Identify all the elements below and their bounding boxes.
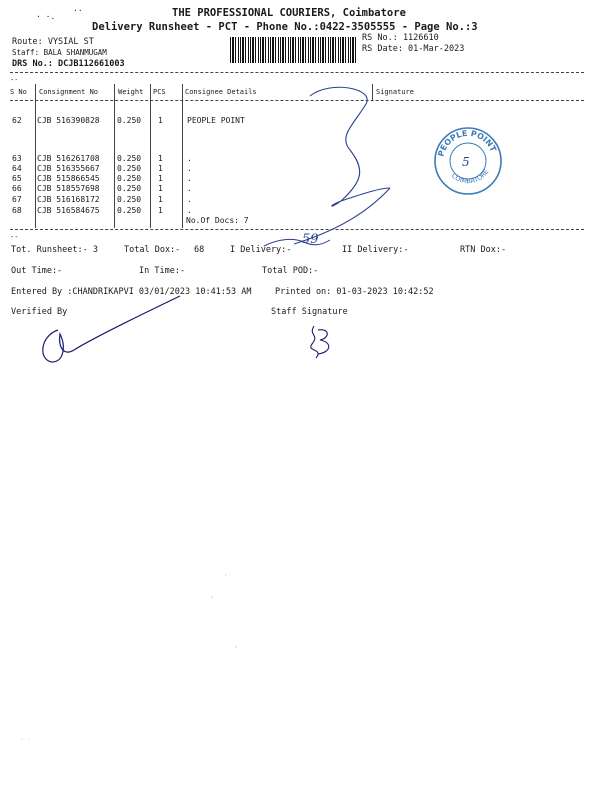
row-pcs: 1 (158, 164, 163, 173)
stray-marks: · ·. (36, 12, 56, 21)
stamp-text-top: PEOPLE POINT (436, 128, 498, 158)
total-dox-value: 68 (194, 245, 205, 255)
total-pod: Total POD:- (262, 266, 319, 276)
col-sno: S No (10, 88, 27, 96)
staff-signature-label: Staff Signature (271, 307, 348, 317)
row-pcs: 1 (158, 206, 163, 215)
row-pcs: 1 (158, 154, 163, 163)
row-pcs: 1 (158, 184, 163, 193)
col-consignment: Consignment No (39, 88, 99, 96)
stamp-text-bottom: COIMBATORE (449, 167, 491, 186)
row-weight: 0.250 (117, 116, 142, 125)
col-line (150, 84, 151, 228)
rs-number: RS No.: 1126610 (362, 33, 439, 43)
row-consignment: CJB 516168172 (37, 195, 100, 204)
out-time: Out Time:- (11, 266, 63, 276)
row-consignee: . (187, 206, 192, 215)
row-weight: 0.250 (117, 164, 142, 173)
row-consignee: PEOPLE POINT (187, 116, 245, 125)
drs-field: DRS No.: DCJB112661003 (12, 59, 125, 69)
col-pcs: PCS (153, 88, 166, 96)
signature-scribble (290, 80, 400, 250)
route-field: Route: VYSIAL ST (12, 37, 94, 47)
staff-field: Staff: BALA SHANMUGAM (12, 48, 107, 57)
row-consignee: . (187, 164, 192, 173)
row-consignment: CJB 515866545 (37, 174, 100, 183)
runsheet-subtitle: Delivery Runsheet - PCT - Phone No.:0422-3505555 - Page No.:3 (92, 21, 478, 33)
delivery-underline-scribble (260, 232, 340, 256)
row-sno: 63 (12, 154, 22, 163)
company-stamp (433, 126, 503, 196)
row-consignee: . (187, 184, 192, 193)
staff-signature (300, 322, 340, 364)
row-consignee: . (187, 195, 192, 204)
row-consignment: CJB 516390828 (37, 116, 100, 125)
row-weight: 0.250 (117, 154, 142, 163)
company-title: THE PROFESSIONAL COURIERS, Coimbatore (172, 7, 406, 19)
row-pcs: 1 (158, 174, 163, 183)
col-weight: Weight (118, 88, 144, 96)
row-sno: 62 (12, 116, 22, 125)
printed-on: Printed on: 01-03-2023 10:42:52 (275, 287, 434, 297)
row-weight: 0.250 (117, 184, 142, 193)
col-line (35, 84, 36, 228)
in-time: In Time:- (139, 266, 186, 276)
row-consignment: CJB 516261708 (37, 154, 100, 163)
ii-delivery: II Delivery:- (342, 245, 409, 255)
entered-by: Entered By :CHANDRIKAPVI 03/01/2023 10:41:53 AM (11, 287, 252, 297)
verifier-signature (30, 290, 190, 370)
row-pcs: 1 (158, 195, 163, 204)
speck: · (234, 644, 238, 651)
total-dox-label: Total Dox:- (124, 245, 181, 255)
row-weight: 0.250 (117, 206, 142, 215)
barcode (230, 37, 356, 63)
col-signature: Signature (376, 88, 414, 96)
handwritten-delivery-count: 59 (302, 232, 319, 247)
rs-date: RS Date: 01-Mar-2023 (362, 44, 465, 54)
row-sno: 68 (12, 206, 22, 215)
col-consignee: Consignee Details (185, 88, 257, 96)
row-sno: 66 (12, 184, 22, 193)
row-consignment: CJB 518557698 (37, 184, 100, 193)
row-pcs: 1 (158, 116, 163, 125)
row-consignee: . (187, 154, 192, 163)
divider (10, 72, 584, 73)
rtn-dox: RTN Dox:- (460, 245, 507, 255)
speck: · (210, 594, 214, 601)
divider-mark: -- (10, 233, 19, 241)
row-consignee: . (187, 174, 192, 183)
col-line (182, 84, 183, 228)
i-delivery: I Delivery:- (230, 245, 292, 255)
speck: · · (20, 736, 31, 743)
row-sno: 64 (12, 164, 22, 173)
divider-mark: -- (10, 76, 19, 84)
stray-marks-2: ·· (73, 6, 83, 15)
col-line (114, 84, 115, 228)
speck: · (224, 572, 228, 579)
stamp-center: 5 (462, 155, 470, 169)
row-sno: 65 (12, 174, 22, 183)
verified-by: Verified By (11, 307, 68, 317)
tot-runsheet: Tot. Runsheet:- 3 (11, 245, 98, 255)
no-of-docs: No.Of Docs: 7 (186, 216, 249, 225)
row-weight: 0.250 (117, 174, 142, 183)
row-weight: 0.250 (117, 195, 142, 204)
row-consignment: CJB 516355667 (37, 164, 100, 173)
row-sno: 67 (12, 195, 22, 204)
row-consignment: CJB 516584675 (37, 206, 100, 215)
